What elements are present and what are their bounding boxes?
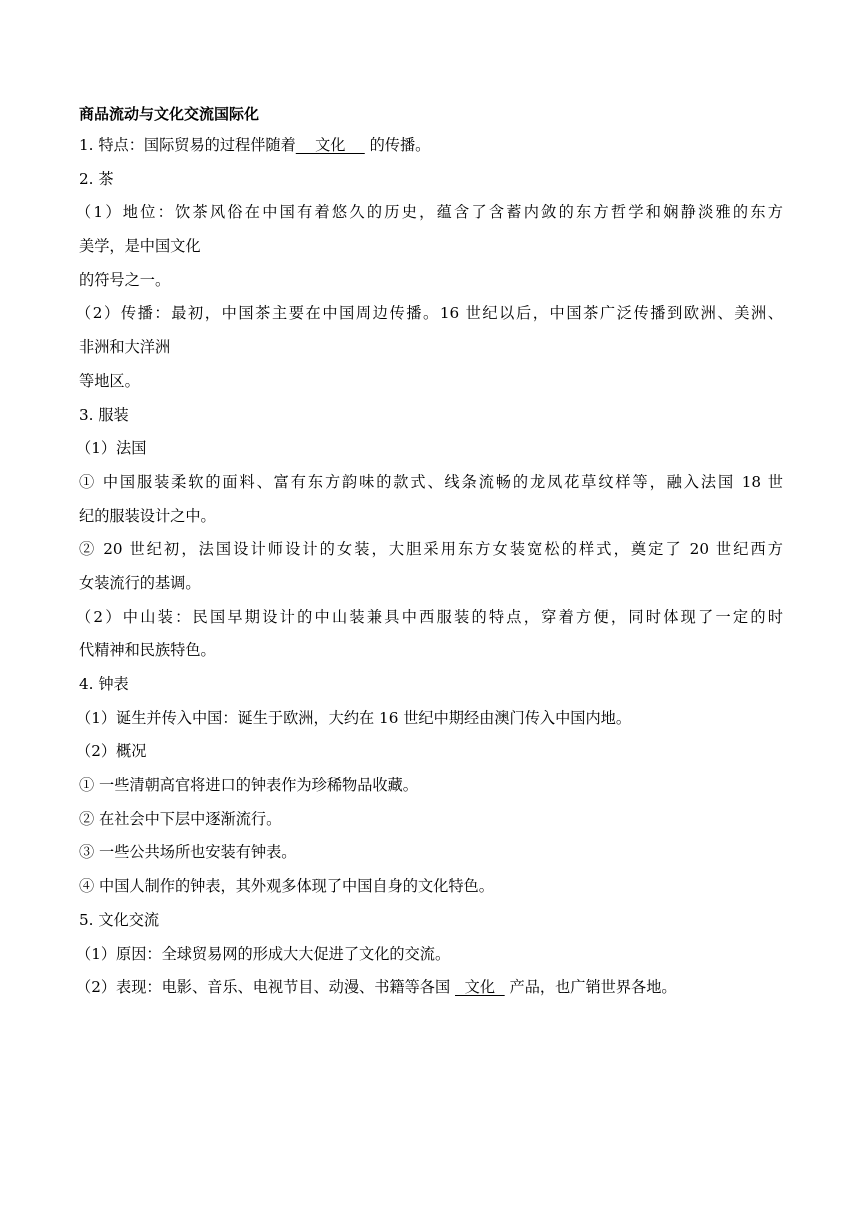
- clothing-france-item-2-line-1: ② 20 世纪初，法国设计师设计的女装，大胆采用东方女装宽松的样式，奠定了 20 世纪西方: [79, 540, 783, 559]
- tea-spread-line-3: 等地区。: [79, 371, 140, 390]
- zhongshan-suit-line-2: 代精神和民族特色。: [79, 641, 216, 660]
- point-1-text-end: 的传播。: [364, 136, 431, 154]
- exchange-manifestation-text-end: 产品，也广销世界各地。: [504, 978, 677, 997]
- heading-tea: 2. 茶: [79, 169, 114, 188]
- section-title: 商品流动与文化交流国际化: [79, 105, 260, 123]
- exchange-manifestation-text: （2）表现：电影、音乐、电视节目、动漫、书籍等各国: [76, 978, 455, 997]
- heading-cultural-exchange: 5. 文化交流: [79, 910, 160, 929]
- tea-spread-line-1: （2）传播：最初，中国茶主要在中国周边传播。16 世纪以后，中国茶广泛传播到欧洲、美洲、: [76, 304, 783, 323]
- clothing-france-item-1-line-1: ① 中国服装柔软的面料、富有东方韵味的款式、线条流畅的龙凤花草纹样等，融入法国 18 世: [79, 472, 783, 491]
- clocks-item-3: ③ 一些公共场所也安装有钟表。: [79, 843, 297, 862]
- clothing-france-subheading: （1）法国: [76, 439, 147, 458]
- heading-clothing: 3. 服装: [79, 405, 129, 424]
- clocks-item-1: ① 一些清朝高官将进口的钟表作为珍稀物品收藏。: [79, 776, 418, 795]
- clocks-item-4: ④ 中国人制作的钟表，其外观多体现了中国自身的文化特色。: [79, 877, 494, 896]
- clocks-overview-subheading: （2）概况: [76, 742, 147, 761]
- clothing-france-item-1-line-2: 纪的服装设计之中。: [79, 506, 216, 525]
- tea-status-line-3: 的符号之一。: [79, 270, 171, 289]
- exchange-manifestation: [76, 971, 783, 1005]
- zhongshan-suit-line-1: （2）中山装：民国早期设计的中山装兼具中西服装的特点，穿着方便，同时体现了一定的时: [76, 607, 783, 626]
- heading-clocks: 4. 钟表: [79, 675, 129, 693]
- point-1-text: 1. 特点：国际贸易的过程伴随着: [79, 136, 296, 154]
- exchange-reason: （1）原因：全球贸易网的形成大大促进了文化的交流。: [76, 944, 451, 963]
- document-body: [76, 129, 783, 1005]
- clocks-item-2: ② 在社会中下层中逐渐流行。: [79, 809, 282, 828]
- point-1-features: [79, 129, 783, 163]
- tea-status-line-1: （1）地位：饮茶风俗在中国有着悠久的历史，蕴含了含蓄内敛的东方哲学和娴静淡雅的东方: [76, 203, 783, 222]
- fill-blank-answer-culture-2: 文化: [455, 978, 505, 997]
- tea-spread-line-2: 非洲和大洋洲: [79, 338, 171, 357]
- fill-blank-answer-culture: 文化: [295, 136, 365, 154]
- clocks-origin: （1）诞生并传入中国：诞生于欧洲，大约在 16 世纪中期经由澳门传入中国内地。: [76, 708, 632, 727]
- tea-status-line-2: 美学，是中国文化: [79, 237, 201, 256]
- clothing-france-item-2-line-2: 女装流行的基调。: [79, 573, 201, 592]
